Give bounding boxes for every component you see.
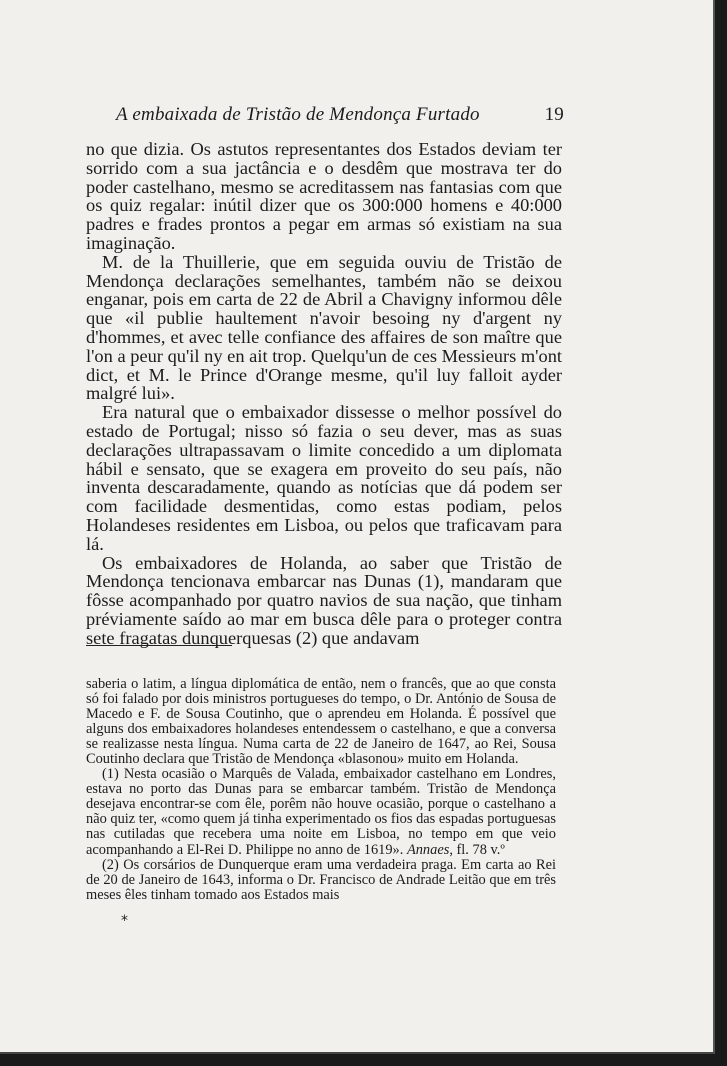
page-number: 19 xyxy=(544,104,564,125)
paragraph-2: M. de la Thuillerie, que em seguida ouviu de Tristão de Mendonça declarações semelhantes, também não se deixou enganar, pois em carta de 22 de Abril a Chavigny informou dêle que «il publie haultement n'avoir besoing ny d'argent ny d'hommes, et avec telle confiance des affaires de son maître que l'on a peur qu'il ny en ait trop. Quelqu'un de ces Messieurs m'ont dict, et M. le Prince d'Orange mesme, qu'il luy falloit ayder malgré lui». xyxy=(86,251,562,404)
signature-mark: * xyxy=(121,913,128,929)
running-title: A embaixada de Tristão de Mendonça Furtado xyxy=(116,104,480,125)
footnote-2: (2) Os corsários de Dunquerque eram uma verdadeira praga. Em carta ao Rei de 20 de Janeiro de 1643, informa o Dr. Francisco de Andrade Leitão que em três meses êles tinham tomado aos Estados mais xyxy=(86,856,556,903)
paragraph-3: Era natural que o embaixador dissesse o melhor possível do estado de Portugal; nisso só fazia o seu dever, mas as suas declarações ultrapassavam o limite concedido a um diplomata hábil e sensato, que se exagera em proveito do seu país, não inventa descaradamente, quando as notícias que dá podem ser com facilidade desmentidas, como estas podiam, pelos Holandeses residentes em Lisboa, ou pelos que traficavam para lá. xyxy=(86,402,562,554)
footnote-rule xyxy=(86,645,232,646)
paragraph-1: no que dizia. Os astutos representantes dos Estados deviam ter sorrido com a sua jactância e o desdêm que mostrava ter do poder castelhano, mesmo se acreditassem nas fantasias com que os quiz regalar: inútil dizer que os 300:000 homens e 40:000 padres e frades prontos a pegar em armas só existiam na sua imaginação. xyxy=(86,139,562,253)
footnote-1-source: Annaes xyxy=(406,841,450,858)
footnote-1-ref: , fl. 78 v.º xyxy=(449,841,505,858)
main-text xyxy=(86,140,562,648)
paragraph-4: Os embaixadores de Holanda, ao saber que Tristão de Mendonça tencionava embarcar nas Dunas (1), mandaram que fôsse acompanhado por quatro navios de sua nação, que tinham préviamente saído ao mar em busca dêle para o proteger contra sete fragatas dunquerquesas (2) que andavam xyxy=(86,552,562,648)
footnote-1 xyxy=(86,767,556,857)
footnote-1-text: (1) Nesta ocasião o Marquês de Valada, embaixador castelhano em Londres, estava no porto das Dunas para se embarcar também. Tristão de Mendonça desejava encontrar-se com êle, porêm não houve ocasião, porque o castelhano a não quiz ter, «como quem já tinha experimentado os fios das espadas portuguesas nas cutiladas que recebera uma noite em Lisboa, no tempo em que veio acompanhando a El-Rei D. Philippe no anno de 1619». xyxy=(86,766,556,858)
footnotes xyxy=(86,677,556,903)
running-header xyxy=(116,104,564,126)
footnote-continuation: saberia o latim, a língua diplomática de então, nem o francês, que ao que consta só foi falado por dois ministros portugueses do tempo, o Dr. António de Sousa de Macedo e F. de Sousa Coutinho, que o aprendeu em Holanda. É possível que alguns dos embaixadores holandeses entendessem o castelhano, e que a conversa se realizasse nesta língua. Numa carta de 22 de Janeiro de 1647, ao Rei, Sousa Coutinho declara que Tristão de Mendonça «blasonou» muito em Holanda. xyxy=(86,676,556,768)
